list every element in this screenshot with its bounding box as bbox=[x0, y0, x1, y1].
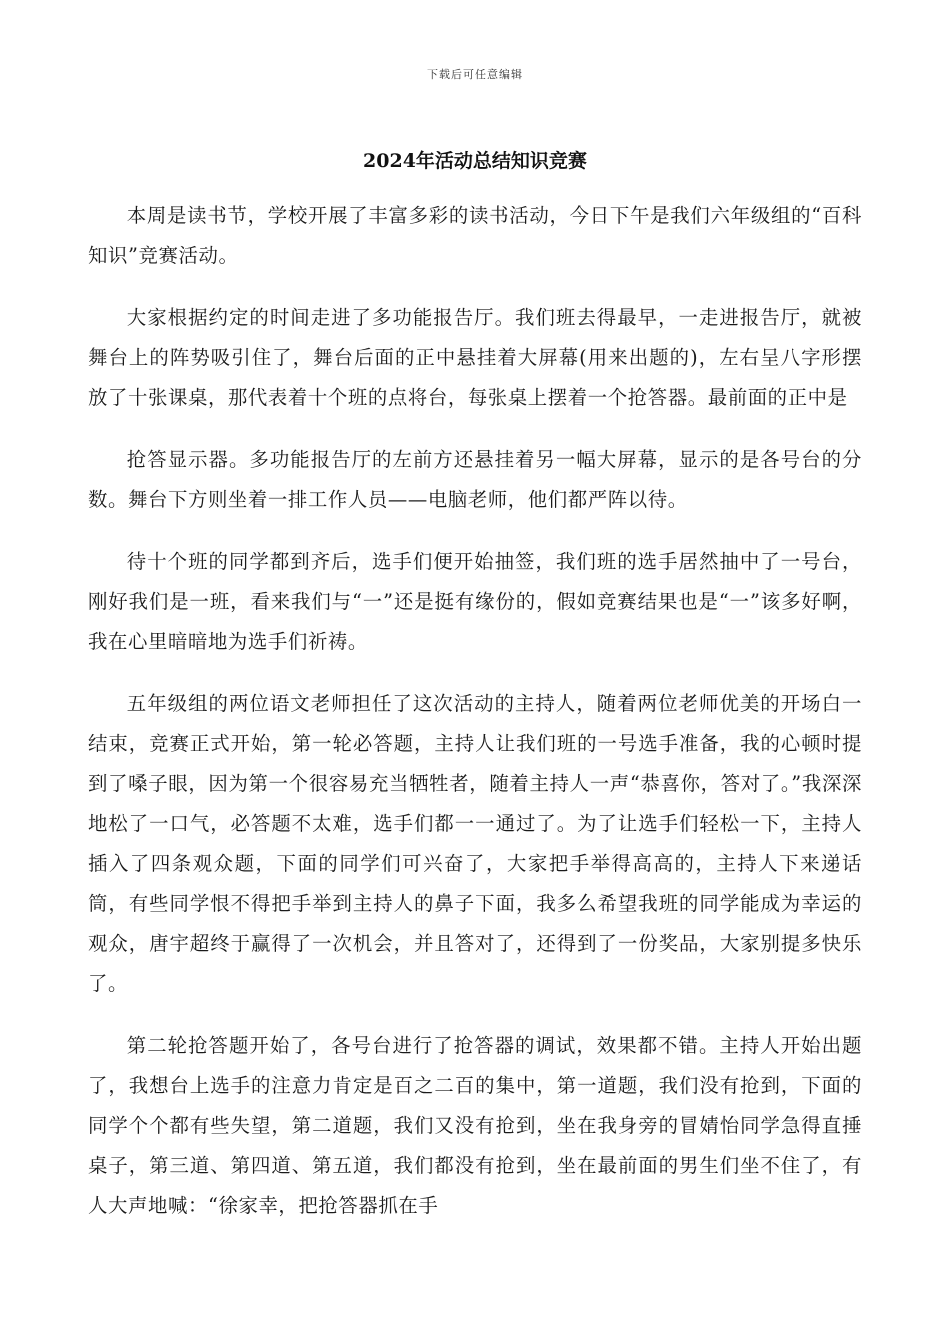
paragraph-4: 待十个班的同学都到齐后，选手们便开始抽签，我们班的选手居然抽中了一号台，刚好我们是一班，看来我们与“一”还是挺有缘份的，假如竞赛结果也是“一”该多好啊，我在心里暗暗地为选手们祈祷。 bbox=[88, 550, 862, 653]
header-note: 下载后可任意编辑 bbox=[427, 68, 523, 81]
paragraph-6: 第二轮抢答题开始了，各号台进行了抢答器的调试，效果都不错。主持人开始出题了，我想台上选手的注意力肯定是百之二百的集中，第一道题，我们没有抢到，下面的同学个个都有些失望，第二道题，我们又没有抢到，坐在我身旁的冒婧怡同学急得直捶桌子，第三道、第四道、第五道，我们都没有抢到，坐在最前面的男生们坐不住了，有人大声地喊：“徐家幸，把抢答器抓在手 bbox=[88, 1034, 862, 1217]
paragraph-3: 抢答显示器。多功能报告厅的左前方还悬挂着另一幅大屏幕，显示的是各号台的分数。舞台下方则坐着一排工作人员——电脑老师，他们都严阵以待。 bbox=[88, 448, 862, 511]
document-body bbox=[88, 196, 862, 1248]
paragraph-1: 本周是读书节，学校开展了丰富多彩的读书活动，今日下午是我们六年级组的“百科知识”竞赛活动。 bbox=[88, 204, 862, 267]
paragraph-5: 五年级组的两位语文老师担任了这次活动的主持人，随着两位老师优美的开场白一结束，竞赛正式开始，第一轮必答题，主持人让我们班的一号选手准备，我的心顿时提到了嗓子眼，因为第一个很容易充当牺牲者，随着主持人一声“恭喜你，答对了。”我深深地松了一口气，必答题不太难，选手们都一一通过了。为了让选手们轻松一下，主持人插入了四条观众题，下面的同学们可兴奋了，大家把手举得高高的，主持人下来递话筒，有些同学恨不得把手举到主持人的鼻子下面，我多么希望我班的同学能成为幸运的观众，唐宇超终于赢得了一次机会，并且答对了，还得到了一份奖品，大家别提多快乐了。 bbox=[88, 692, 862, 995]
document-title: 2024年活动总结知识竞赛 bbox=[363, 150, 587, 172]
paragraph-2: 大家根据约定的时间走进了多功能报告厅。我们班去得最早，一走进报告厅，就被舞台上的阵势吸引住了，舞台后面的正中悬挂着大屏幕(用来出题的)，左右呈八字形摆放了十张课桌，那代表着十个班的点将台，每张桌上摆着一个抢答器。最前面的正中是 bbox=[88, 306, 862, 409]
